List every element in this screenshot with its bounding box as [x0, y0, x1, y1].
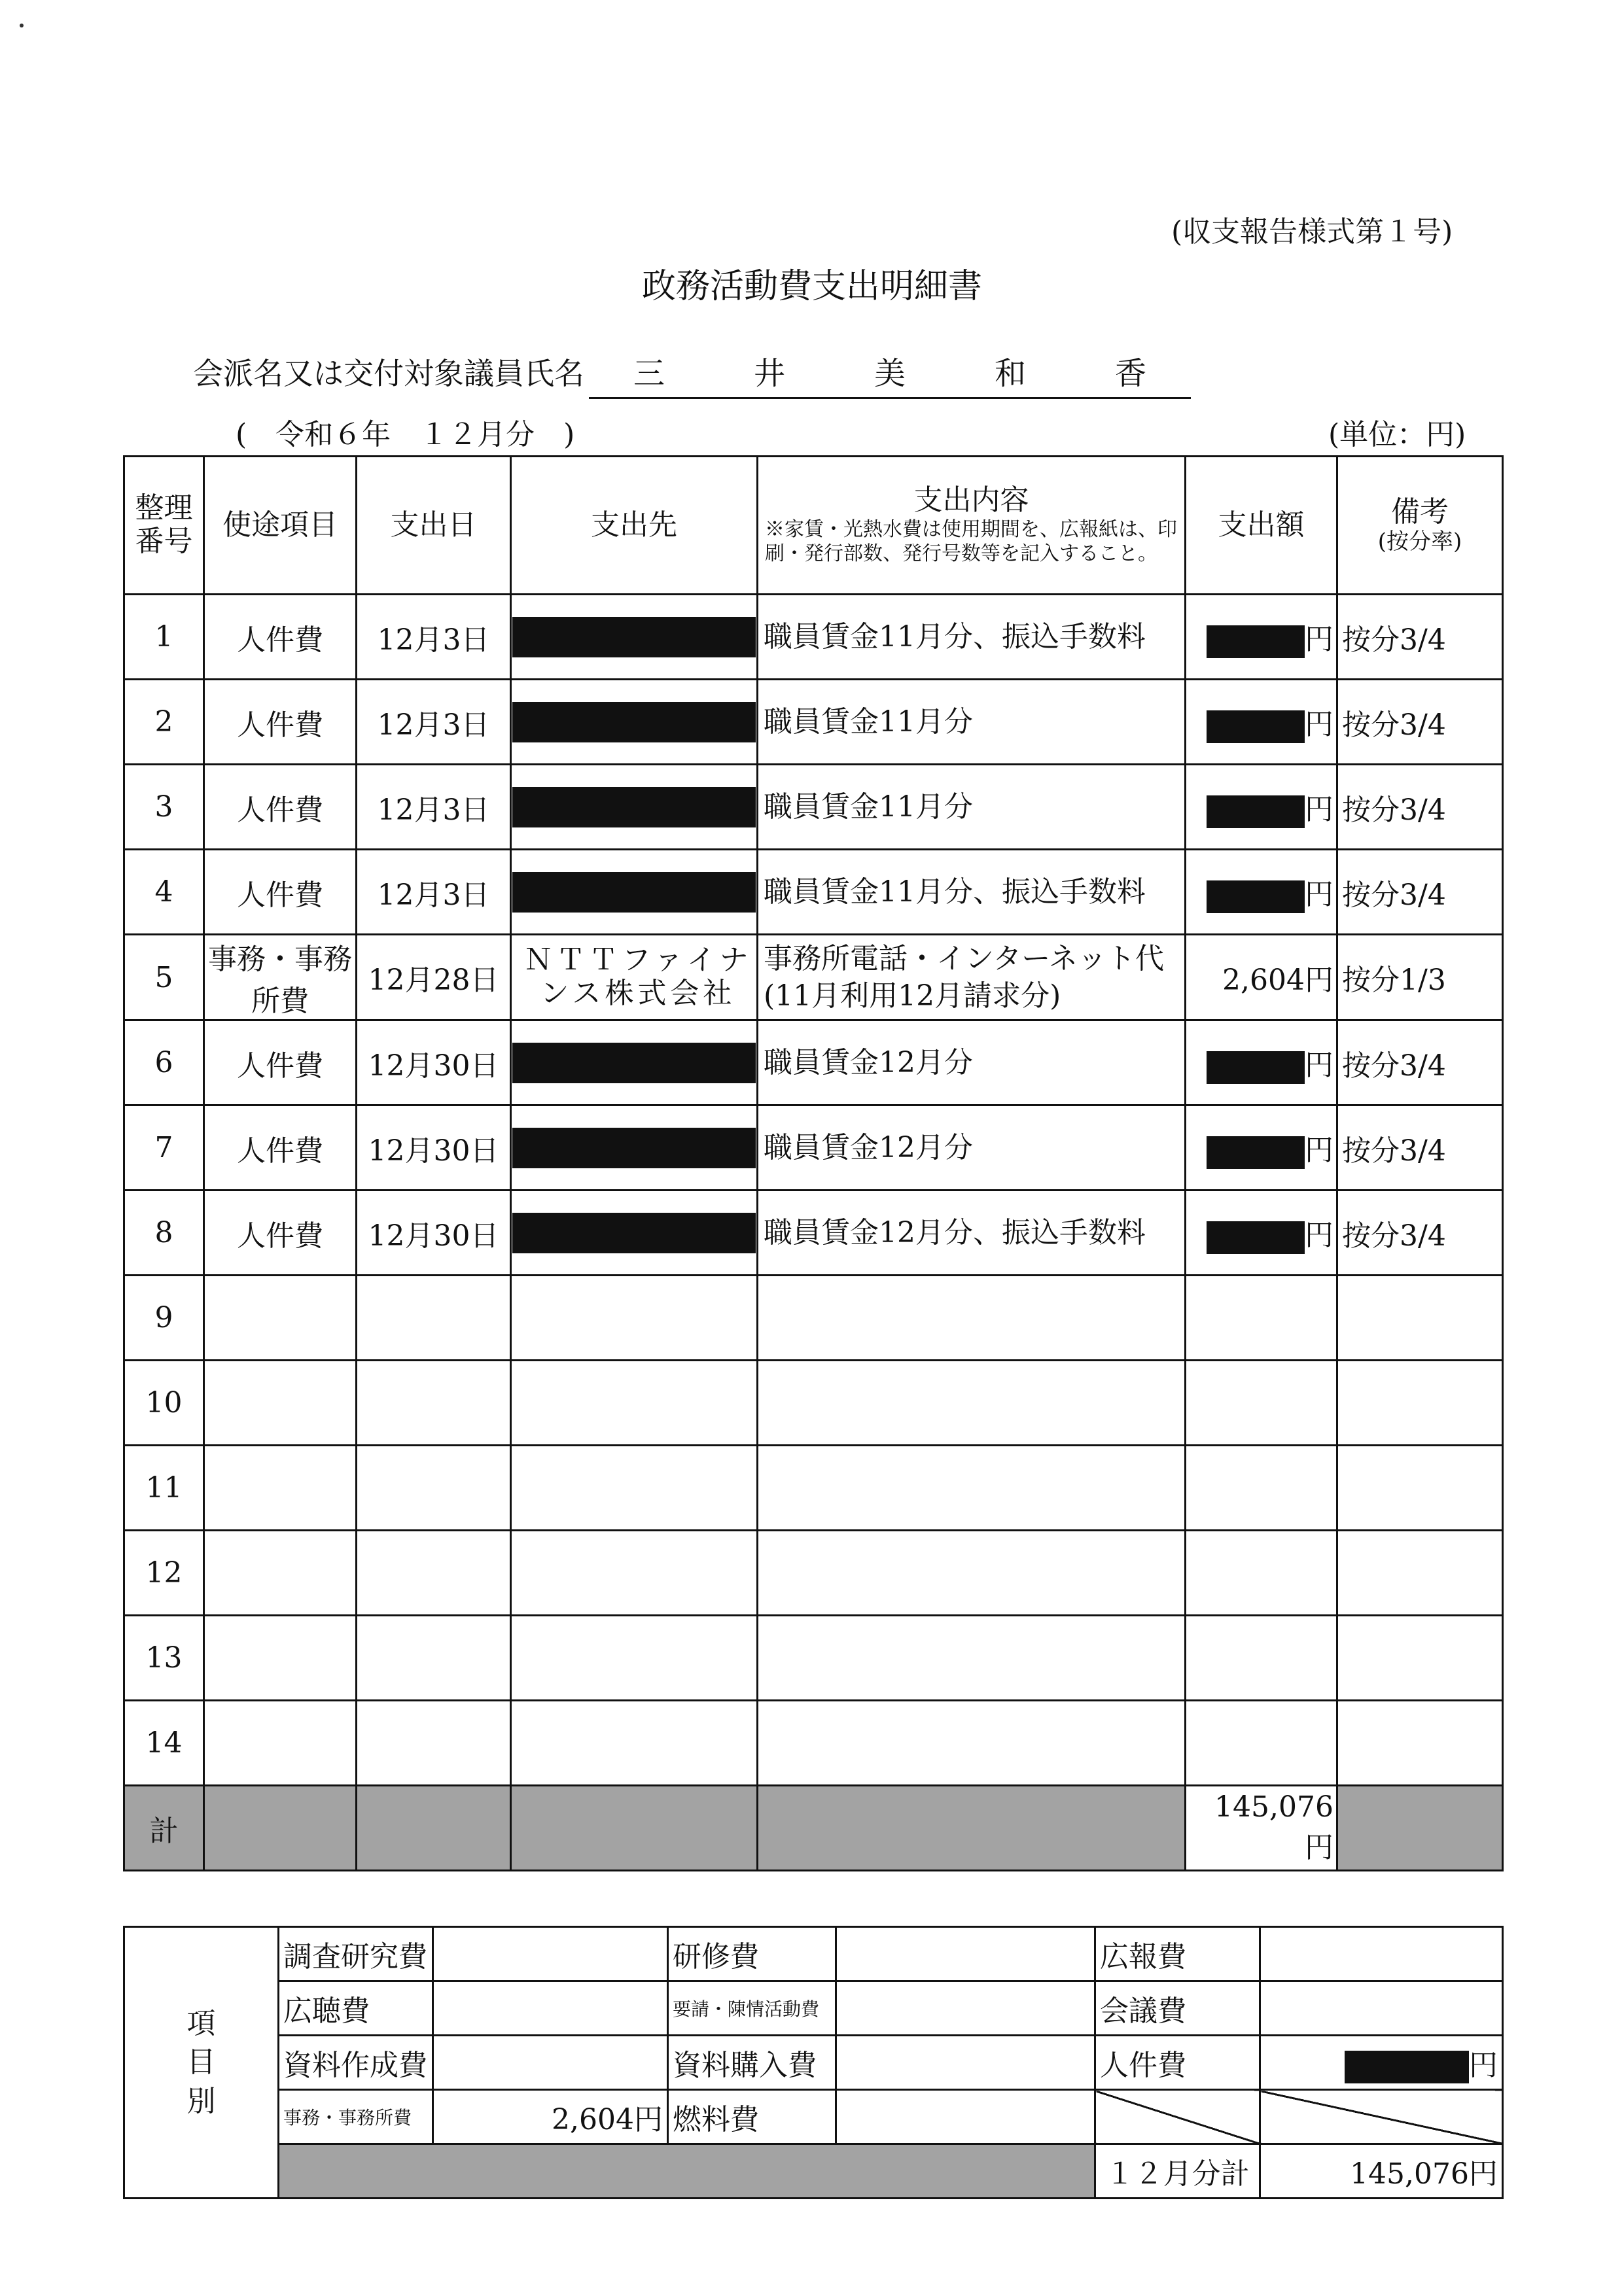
summary-diagonal-cell [1260, 2090, 1503, 2144]
row-category: 人件費 [204, 850, 357, 935]
row-content: 事務所電話・インターネット代(11月利用12月請求分) [758, 935, 1186, 1020]
amount-unit: 円 [1305, 708, 1333, 742]
row-category: 人件費 [204, 1105, 357, 1191]
table-row [124, 1616, 1503, 1701]
total-empty [1337, 1786, 1503, 1871]
header-content [758, 457, 1186, 595]
member-name-char: 井 [753, 355, 785, 392]
row-amount [1186, 1531, 1337, 1616]
amount-unit: 円 [1305, 623, 1333, 657]
amount-unit: 円 [1305, 1219, 1333, 1253]
row-number: 7 [124, 1105, 204, 1191]
row-amount [1186, 680, 1337, 765]
row-date: 12月28日 [357, 935, 511, 1020]
summary-row [124, 1981, 1503, 2036]
row-remarks: 按分3/4 [1337, 850, 1503, 935]
row-payee [511, 680, 758, 765]
header-number: 整理番号 [124, 457, 204, 595]
row-number: 5 [124, 935, 204, 1020]
summary-label-materials-creation: 資料作成費 [279, 2036, 433, 2090]
summary-row [124, 2036, 1503, 2090]
summary-value-personnel [1260, 2036, 1503, 2090]
summary-label-petition: 要請・陳情活動費 [668, 1981, 836, 2036]
total-empty [758, 1786, 1186, 1871]
total-empty [511, 1786, 758, 1871]
row-remarks [1337, 1616, 1503, 1701]
table-row [124, 1276, 1503, 1361]
row-amount [1186, 1191, 1337, 1276]
summary-value-materials-purchase [836, 2036, 1095, 2090]
redaction-block [1207, 710, 1305, 743]
row-payee [511, 595, 758, 680]
summary-label-materials-purchase: 資料購入費 [668, 2036, 836, 2090]
member-name-label: 会派名又は交付対象議員氏名 [193, 356, 584, 391]
amount-unit: 円 [1305, 1134, 1333, 1168]
summary-value-publicity [1260, 1927, 1503, 1981]
member-name-char: 香 [1114, 355, 1146, 392]
row-number: 9 [124, 1276, 204, 1361]
row-amount [1186, 1446, 1337, 1531]
member-name [589, 348, 1191, 399]
table-row [124, 1531, 1503, 1616]
summary-value-research [433, 1927, 668, 1981]
row-content [758, 1531, 1186, 1616]
total-row [124, 1786, 1503, 1871]
summary-value-office: 2,604円 [433, 2090, 668, 2144]
row-content: 職員賃金11月分 [758, 680, 1186, 765]
row-category: 人件費 [204, 1020, 357, 1105]
table-row [124, 680, 1503, 765]
summary-value-hearing [433, 1981, 668, 2036]
amount-unit: 円 [1305, 878, 1333, 912]
row-remarks [1337, 1531, 1503, 1616]
row-category [204, 1701, 357, 1786]
row-amount [1186, 1276, 1337, 1361]
row-date [357, 1531, 511, 1616]
category-summary-table [123, 1926, 1504, 2199]
row-category: 人件費 [204, 765, 357, 850]
header-content-note: ※家賃・光熱水費は使用期間を、広報紙は、印刷・発行部数、発行号数等を記入すること。 [765, 517, 1177, 566]
row-remarks [1337, 1701, 1503, 1786]
row-number: 11 [124, 1446, 204, 1531]
row-date: 12月3日 [357, 850, 511, 935]
member-name-char: 三 [633, 355, 665, 392]
redaction-block [1207, 1221, 1305, 1254]
row-remarks: 按分3/4 [1337, 1020, 1503, 1105]
row-remarks: 按分3/4 [1337, 680, 1503, 765]
row-content: 職員賃金11月分、振込手数料 [758, 595, 1186, 680]
header-payee: 支出先 [511, 457, 758, 595]
row-payee [511, 1361, 758, 1446]
summary-month-total-label: １２月分計 [1095, 2144, 1260, 2199]
header-remarks [1337, 457, 1503, 595]
redaction-block [1207, 880, 1305, 913]
total-empty [204, 1786, 357, 1871]
row-category: 人件費 [204, 595, 357, 680]
row-number: 1 [124, 595, 204, 680]
row-number: 3 [124, 765, 204, 850]
row-content [758, 1446, 1186, 1531]
redaction-block [1207, 1051, 1305, 1084]
row-number: 6 [124, 1020, 204, 1105]
summary-value-meeting [1260, 1981, 1503, 2036]
period: ( 令和６年 １２月分 ) [236, 418, 575, 451]
row-content [758, 1276, 1186, 1361]
row-number: 2 [124, 680, 204, 765]
summary-personnel-unit: 円 [1469, 2048, 1498, 2082]
row-amount [1186, 1361, 1337, 1446]
summary-label-meeting: 会議費 [1095, 1981, 1260, 2036]
summary-label-office: 事務・事務所費 [279, 2090, 433, 2144]
row-date [357, 1276, 511, 1361]
redaction-block [512, 787, 756, 827]
row-date [357, 1701, 511, 1786]
total-label: 計 [124, 1786, 204, 1871]
row-category [204, 1361, 357, 1446]
row-payee [511, 1191, 758, 1276]
summary-value-petition [836, 1981, 1095, 2036]
summary-month-total-value: 145,076円 [1260, 2144, 1503, 2199]
row-amount [1186, 1701, 1337, 1786]
row-amount [1186, 1616, 1337, 1701]
row-remarks: 按分3/4 [1337, 765, 1503, 850]
header-content-title: 支出内容 [913, 483, 1029, 517]
summary-row [124, 2090, 1503, 2144]
row-category: 事務・事務所費 [204, 935, 357, 1020]
row-date [357, 1446, 511, 1531]
row-date [357, 1361, 511, 1446]
table-row [124, 1020, 1503, 1105]
table-row [124, 1191, 1503, 1276]
unit-label: (単位：円) [1328, 418, 1466, 451]
row-number: 12 [124, 1531, 204, 1616]
row-payee [511, 1446, 758, 1531]
summary-label-publicity: 広報費 [1095, 1927, 1260, 1981]
table-body [124, 595, 1503, 1786]
row-payee: ＮＴＴファイナンス株式会社 [511, 935, 758, 1020]
summary-value-materials-creation [433, 2036, 668, 2090]
redaction-block [1345, 2051, 1469, 2083]
table-row [124, 1701, 1503, 1786]
row-amount [1186, 595, 1337, 680]
amount-unit: 円 [1305, 1049, 1333, 1083]
row-remarks: 按分3/4 [1337, 1191, 1503, 1276]
row-date: 12月3日 [357, 595, 511, 680]
row-content: 職員賃金11月分、振込手数料 [758, 850, 1186, 935]
row-payee [511, 765, 758, 850]
summary-label-personnel: 人件費 [1095, 2036, 1260, 2090]
summary-label-fuel: 燃料費 [668, 2090, 836, 2144]
summary-label-training: 研修費 [668, 1927, 836, 1981]
redaction-block [512, 702, 756, 742]
summary-section-text: 項目別 [186, 2006, 216, 2118]
row-number: 4 [124, 850, 204, 935]
summary-label-hearing: 広聴費 [279, 1981, 433, 2036]
summary-value-training [836, 1927, 1095, 1981]
row-content [758, 1361, 1186, 1446]
row-content: 職員賃金12月分、振込手数料 [758, 1191, 1186, 1276]
total-empty [357, 1786, 511, 1871]
summary-value-fuel [836, 2090, 1095, 2144]
expenditure-table [123, 455, 1504, 1871]
row-number: 10 [124, 1361, 204, 1446]
summary-shaded-cell [279, 2144, 1095, 2199]
table-row [124, 1446, 1503, 1531]
row-category [204, 1276, 357, 1361]
row-date: 12月3日 [357, 765, 511, 850]
row-date [357, 1616, 511, 1701]
row-category: 人件費 [204, 1191, 357, 1276]
redaction-block [1207, 795, 1305, 828]
header-date: 支出日 [357, 457, 511, 595]
summary-label-research: 調査研究費 [279, 1927, 433, 1981]
row-content [758, 1616, 1186, 1701]
redaction-block [512, 1043, 756, 1083]
row-amount [1186, 1105, 1337, 1191]
header-category: 使途項目 [204, 457, 357, 595]
table-header-row [124, 457, 1503, 595]
row-payee [511, 1616, 758, 1701]
row-amount [1186, 1020, 1337, 1105]
form-number: (収支報告様式第１号) [1171, 215, 1453, 249]
table-row [124, 935, 1503, 1020]
row-date: 12月3日 [357, 680, 511, 765]
row-category [204, 1446, 357, 1531]
row-content: 職員賃金11月分 [758, 765, 1186, 850]
document-title: 政務活動費支出明細書 [641, 267, 982, 306]
row-payee [511, 1105, 758, 1191]
row-payee [511, 1020, 758, 1105]
row-category [204, 1616, 357, 1701]
row-payee [511, 1701, 758, 1786]
row-date: 12月30日 [357, 1020, 511, 1105]
row-remarks: 按分3/4 [1337, 595, 1503, 680]
table-row [124, 595, 1503, 680]
row-remarks [1337, 1361, 1503, 1446]
row-remarks [1337, 1276, 1503, 1361]
header-remarks-sub: (按分率) [1377, 528, 1462, 555]
row-date: 12月30日 [357, 1105, 511, 1191]
row-amount [1186, 850, 1337, 935]
summary-row [124, 2144, 1503, 2199]
header-remarks-title: 備考 [1391, 495, 1449, 529]
row-remarks: 按分1/3 [1337, 935, 1503, 1020]
row-date: 12月30日 [357, 1191, 511, 1276]
table-row [124, 1361, 1503, 1446]
amount-unit: 円 [1305, 793, 1333, 827]
redaction-block [1207, 1136, 1305, 1169]
row-remarks [1337, 1446, 1503, 1531]
summary-section-label [124, 1927, 279, 2199]
row-number: 8 [124, 1191, 204, 1276]
row-content: 職員賃金12月分 [758, 1020, 1186, 1105]
table-row [124, 850, 1503, 935]
summary-row [124, 1927, 1503, 1981]
member-name-char: 和 [994, 355, 1026, 392]
row-category: 人件費 [204, 680, 357, 765]
table-row [124, 765, 1503, 850]
row-content: 職員賃金12月分 [758, 1105, 1186, 1191]
member-name-char: 美 [874, 355, 906, 392]
redaction-block [512, 1128, 756, 1168]
total-amount: 145,076円 [1186, 1786, 1337, 1871]
row-number: 13 [124, 1616, 204, 1701]
table-row [124, 1105, 1503, 1191]
redaction-block [512, 1213, 756, 1253]
row-category [204, 1531, 357, 1616]
header-amount: 支出額 [1186, 457, 1337, 595]
row-payee [511, 1276, 758, 1361]
redaction-block [512, 872, 756, 913]
row-remarks: 按分3/4 [1337, 1105, 1503, 1191]
row-payee [511, 850, 758, 935]
redaction-block [512, 617, 756, 657]
row-payee [511, 1531, 758, 1616]
row-number: 14 [124, 1701, 204, 1786]
redaction-block [1207, 625, 1305, 658]
row-amount: 2,604円 [1186, 935, 1337, 1020]
row-content [758, 1701, 1186, 1786]
scan-speck [20, 24, 24, 27]
summary-diagonal-cell [1095, 2090, 1260, 2144]
row-amount [1186, 765, 1337, 850]
